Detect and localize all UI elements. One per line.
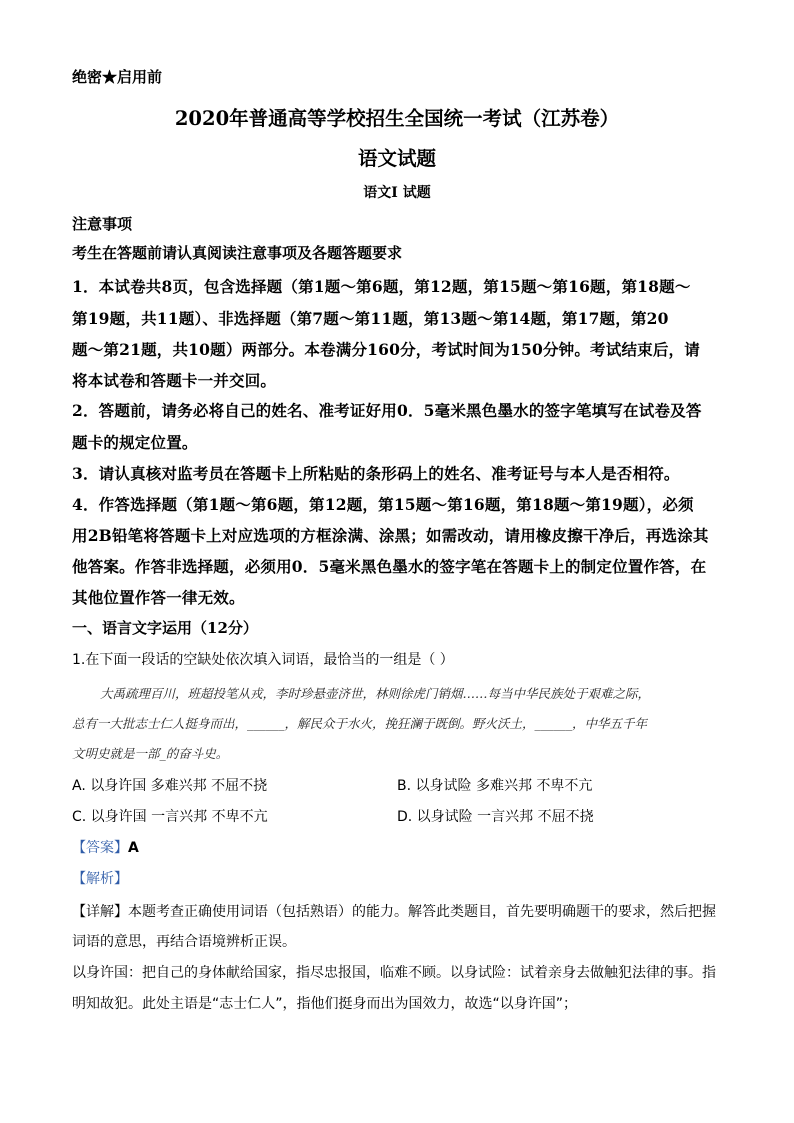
notice-line: 将本试卷和答题卡一并交回。: [72, 371, 277, 390]
option-d: D. 以身试险 一言兴邦 不屈不挠: [397, 809, 594, 825]
notice-intro: 考生在答题前请认真阅读注意事项及各题答题要求: [72, 244, 403, 262]
notice-heading: 注意事项: [72, 215, 133, 233]
notice-line: 题～第21题，共10题）两部分。本卷满分160分，考试时间为150分钟。考试结束后，请: [72, 340, 700, 359]
option-c: C. 以身许国 一言兴邦 不卑不亢: [72, 809, 268, 825]
notice-line: 3．请认真核对监考员在答题卡上所粘贴的条形码上的姓名、准考证号与本人是否相符。: [72, 464, 680, 483]
secret-mark: 绝密★启用前: [72, 68, 163, 86]
analysis-label: 【解析】: [72, 871, 128, 887]
question-stem: 1.在下面一段话的空缺处依次填入词语，最恰当的一组是（ ）: [72, 652, 454, 668]
passage-line: 大禹疏理百川，班超投笔从戎，李时珍悬壶济世，林则徐虎门销烟……每当中华民族处于艰难之际，: [100, 686, 651, 701]
option-a: A. 以身许国 多难兴邦 不屈不挠: [72, 778, 268, 794]
section-title: 语文Ⅰ 试题: [363, 185, 431, 201]
notice-line: 他答案。作答非选择题，必须用0．5毫米黑色墨水的签字笔在答题卡上的制定位置作答，在: [72, 557, 707, 576]
answer-value: A: [128, 840, 139, 856]
answer-row: [72, 837, 139, 857]
option-b: B. 以身试险 多难兴邦 不卑不亢: [397, 778, 593, 794]
exam-subtitle: 语文试题: [357, 147, 436, 170]
part-heading: 一、语言文字运用（12分）: [72, 619, 258, 637]
notice-line: 4．作答选择题（第1题～第6题，第12题，第15题～第16题，第18题～第19题），必须: [72, 495, 694, 514]
notice-line: 题卡的规定位置。: [72, 433, 198, 452]
passage-line: 总有一大批志士仁人挺身而出，______，解民众于水火，挽狂澜于既倒。野火沃土，______，中华五千年: [72, 716, 648, 731]
detail-line: 明知故犯。此处主语是“志士仁人”，指他们挺身而出为国效力，故选“以身许国”；: [72, 996, 578, 1012]
notice-line: 用2B铅笔将答题卡上对应选项的方框涂满、涂黑；如需改动，请用橡皮擦干净后，再选涂其: [72, 526, 709, 545]
exam-title: 2020年普通高等学校招生全国统一考试（江苏卷）: [174, 107, 620, 130]
notice-line: 2．答题前，请务必将自己的姓名、准考证好用0．5毫米黑色墨水的签字笔填写在试卷及答: [72, 401, 702, 420]
notice-line: 第19题，共11题）、非选择题（第7题～第11题，第13题～第14题，第17题，第20: [72, 309, 669, 328]
passage-line: 文明史就是一部_的奋斗史。: [72, 746, 229, 761]
notice-line: 1．本试卷共8页，包含选择题（第1题～第6题，第12题，第15题～第16题，第18题～: [72, 277, 691, 296]
detail-line: 【详解】本题考查正确使用词语（包括熟语）的能力。解答此类题目，首先要明确题干的要求，然后把握: [72, 904, 716, 920]
detail-line: 以身许国：把自己的身体献给国家，指尽忠报国，临难不顾。以身试险：试着亲身去做触犯法律的事。指: [72, 965, 716, 981]
notice-line: 其他位置作答一律无效。: [72, 588, 245, 607]
detail-line: 词语的意思，再结合语境辨析正误。: [72, 934, 296, 950]
answer-label: 【答案】: [72, 840, 128, 856]
